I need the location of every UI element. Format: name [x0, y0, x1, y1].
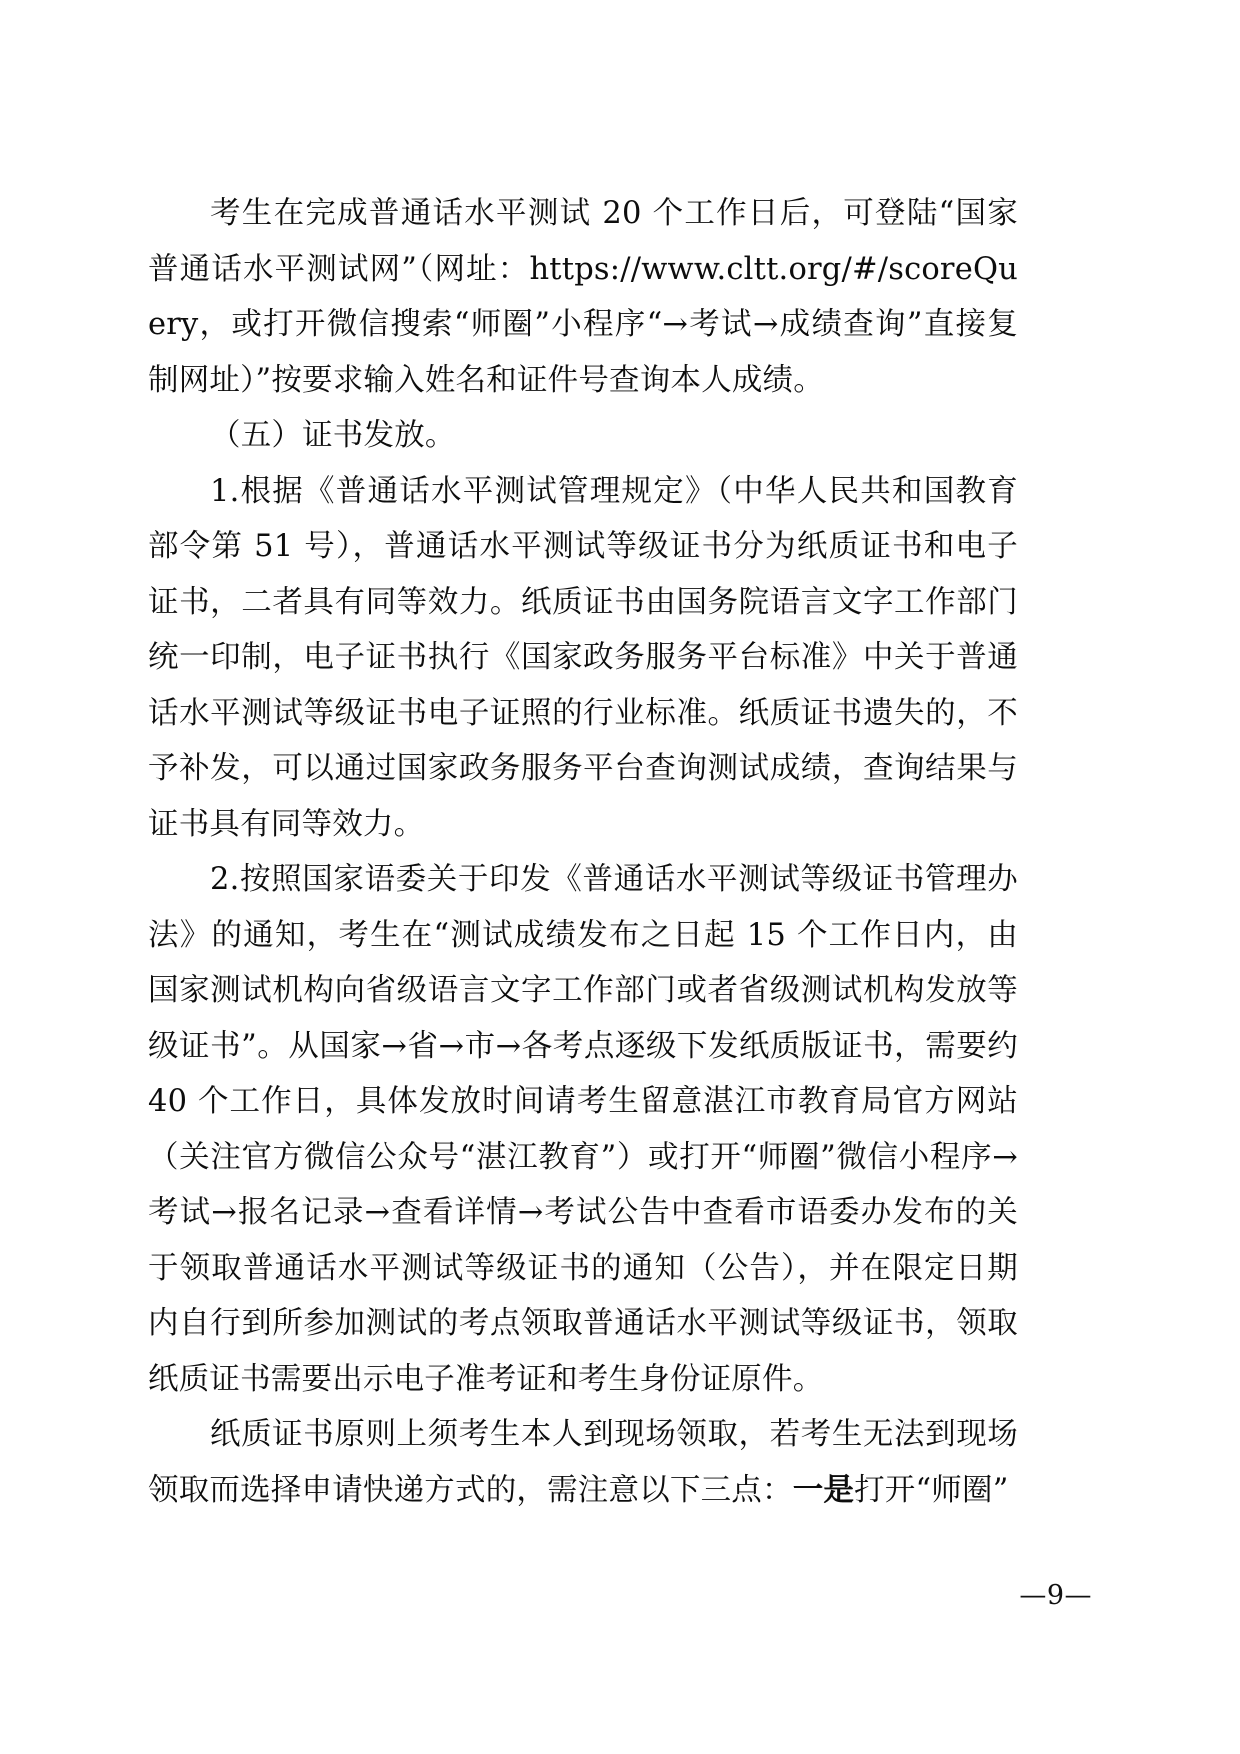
courier-note-part-2: 打开“师圈”: [854, 1472, 1009, 1508]
document-body: [148, 186, 1018, 1518]
paragraph-score-query: 考生在完成普通话水平测试 20 个工作日后，可登陆“国家普通话水平测试网”（网址：https://www.cltt.org/#/scoreQuery，或打开微信搜索“师圈”小程序“→考试→成绩查询”直接复制网址）”按要求输入姓名和证件号查询本人成绩。: [148, 196, 1018, 398]
page-number: —9—: [1019, 1580, 1092, 1611]
courier-note-emphasis: 一是: [792, 1471, 855, 1508]
paragraph-section-heading-certificate-issuance: （五）证书发放。: [210, 418, 456, 453]
paragraph-item-2-issuance-process: 2.按照国家语委关于印发《普通话水平测试等级证书管理办法》的通知，考生在“测试成绩发布之日起 15 个工作日内，由国家测试机构向省级语言文字工作部门或者省级测试机构发放等级证书”。从国家→省→市→各考点逐级下发纸质版证书，需要约 40 个工作日，具体发放时间请考生留意湛江市教育局官方网站（关注官方微信公众号“湛江教育”）或打开“师圈”微信小程序→考试→报名记录→查看详情→考试公告中查看市语委办发布的关于领取普通话水平测试等级证书的通知（公告），并在限定日期内自行到所参加测试的考点领取普通话水平测试等级证书，领取纸质证书需要出示电子准考证和考生身份证原件。: [148, 862, 1018, 1397]
paragraph-courier-note: [148, 1407, 1018, 1518]
courier-note-part-1: 纸质证书原则上须考生本人到现场领取，若考生无法到现场领取而选择申请快递方式的，需注意以下三点：: [148, 1417, 1018, 1508]
paragraph-item-1-regulations: 1.根据《普通话水平测试管理规定》（中华人民共和国教育部令第 51 号），普通话水平测试等级证书分为纸质证书和电子证书，二者具有同等效力。纸质证书由国务院语言文字工作部门统一印制，电子证书执行《国家政务服务平台标准》中关于普通话水平测试等级证书电子证照的行业标准。纸质证书遗失的，不予补发，可以通过国家政务服务平台查询测试成绩，查询结果与证书具有同等效力。: [148, 473, 1018, 842]
